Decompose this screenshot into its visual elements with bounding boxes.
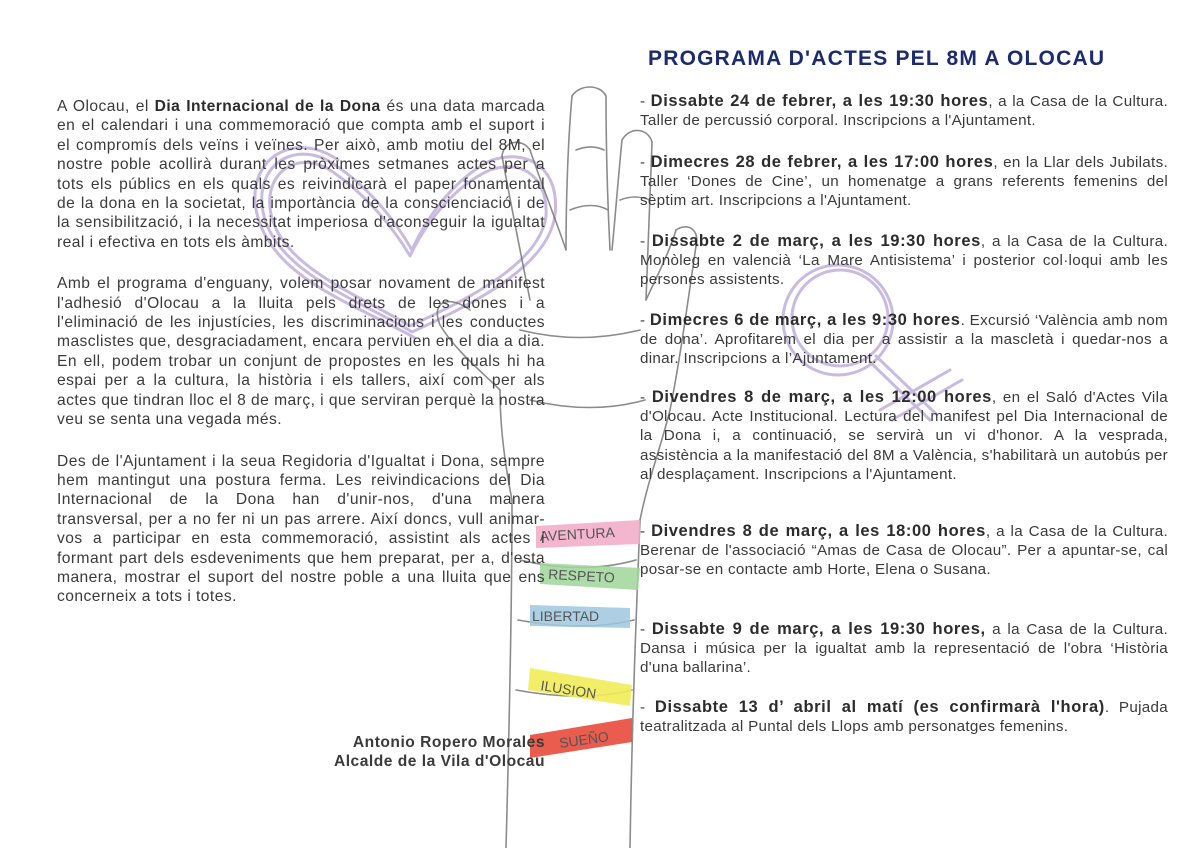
page-title: PROGRAMA D'ACTES PEL 8M A OLOCAU bbox=[648, 47, 1106, 70]
bracelet-word: AVENTURA bbox=[539, 524, 616, 544]
event-item: - Dissabte 9 de març, a les 19:30 hores, a la Casa de la Cultura. Dansa i música per la igualtat amb la representació de l'obra ‘Història d'una ballarina’. bbox=[640, 620, 1168, 677]
intro-text bbox=[57, 97, 545, 629]
signature bbox=[334, 733, 545, 772]
bracelet-word: SUEÑO bbox=[558, 728, 610, 751]
signature-role: Alcalde de la Vila d'Olocau bbox=[333, 753, 545, 771]
bracelet-word: LIBERTAD bbox=[532, 608, 600, 624]
event-description: . Excursió ‘València amb nom de dona’. Aprofitarem el dia per a assistir a la mascletà i quedar-nos a dinar. Inscripcions a l’Ajuntament. bbox=[640, 312, 1168, 368]
event-description: , en la Llar dels Jubilats. Taller ‘Dones de Cine’, un homenatge a grans referents femenins del sèptim art. Inscripcions a l'Ajuntament. bbox=[640, 154, 1168, 210]
event-item: - Dimecres 28 de febrer, a les 17:00 hores, en la Llar dels Jubilats. Taller ‘Dones de Cine’, un homenatge a grans referents femenins del sèptim art. Inscripcions a l'Ajuntament. bbox=[640, 153, 1168, 210]
event-item: - Dissabte 13 d’ abril al matí (es confirmarà l'hora). Pujada teatralitzada al Puntal dels Llops amb personatges femenins. bbox=[640, 698, 1168, 736]
event-date: Dimecres 28 de febrer, a les 17:00 hores bbox=[650, 153, 994, 171]
intro-p1-highlight: Dia Internacional de la Dona bbox=[154, 98, 381, 115]
event-description: , en el Saló d'Actes Vila d'Olocau. Acte Institucional. Lectura del manifest pel Dia Internacional de la Dona i, a continuació, se servirà un vi d'honor. A la vesprada, assistència a la manifestació del 8M a València, s'habilitarà un autobús per al desplaçament. Inscripcions a l'Ajuntament. bbox=[640, 389, 1168, 483]
event-item: - Divendres 8 de març, a les 12:00 hores, en el Saló d'Actes Vila d'Olocau. Acte Institucional. Lectura del manifest pel Dia Internacional de la Dona i, a continuació, se servirà un vi d'honor. A la vesprada, assistència a la manifestació del 8M a València, s'habilitarà un autobús per al desplaçament. Inscripcions a l'Ajuntament. bbox=[640, 388, 1168, 483]
event-item: - Divendres 8 de març, a les 18:00 hores, a la Casa de la Cultura. Berenar de l'associació “Amas de Casa de Olocau”. Per a apuntar-se, cal posar-se en contacte amb Horte, Elena o Susana. bbox=[640, 522, 1168, 579]
intro-paragraph-1 bbox=[57, 97, 545, 252]
event-item: - Dimecres 6 de març, a les 9:30 hores. Excursió ‘València amb nom de dona’. Aprofitarem el dia per a assistir a la mascletà i quedar-nos a dinar. Inscripcions a l’Ajuntament. bbox=[640, 311, 1168, 368]
event-description: , a la Casa de la Cultura. Taller de percussió corporal. Inscripcions a l'Ajuntament. bbox=[640, 93, 1169, 130]
event-description: a la Casa de la Cultura. Dansa i música per la igualtat amb la representació de l'obra ‘Història d'una ballarina’. bbox=[640, 621, 1168, 677]
event-date: Dissabte 2 de març, a les 19:30 hores bbox=[651, 232, 981, 250]
event-date: Divendres 8 de març, a les 18:00 hores bbox=[651, 522, 986, 540]
intro-p1-rest: és una data marcada en el calendari i una commemoració que compta amb el suport i el compromís dels veïns i veïnes. Per això, amb motiu del 8M, el nostre poble acollirà durant les pròximes setmanes actes per a tots els públics en els quals es reivindicarà el paper fonamental de la dona en la societat, la importància de la conscienciació i de la sensibilització, i la necessitat imperiosa d'aconseguir la igualtat real i efectiva en tots els àmbits. bbox=[57, 98, 546, 251]
event-description: . Pujada teatralitzada al Puntal dels Llops amb personatges femenins. bbox=[640, 699, 1168, 736]
event-date: Dissabte 9 de març, a les 19:30 hores, bbox=[651, 620, 986, 638]
event-description: , a la Casa de la Cultura. Monòleg en valencià ‘La Mare Antisistema’ i posterior col·loqui amb les persones assistents. bbox=[640, 233, 1168, 289]
intro-p1-start: A Olocau, el bbox=[57, 98, 155, 115]
event-date: Dimecres 6 de març, a les 9:30 hores bbox=[649, 311, 961, 329]
event-date: Dissabte 24 de febrer, a les 19:30 hores bbox=[650, 92, 989, 110]
bracelet-word: ILUSION bbox=[539, 677, 598, 702]
event-item: - Dissabte 24 de febrer, a les 19:30 hores, a la Casa de la Cultura. Taller de percussió corporal. Inscripcions a l'Ajuntament. bbox=[640, 92, 1169, 130]
event-item: - Dissabte 2 de març, a les 19:30 hores, a la Casa de la Cultura. Monòleg en valencià ‘La Mare Antisistema’ i posterior col·loqui amb les persones assistents. bbox=[640, 232, 1168, 289]
signature-name: Antonio Ropero Morales bbox=[352, 734, 545, 751]
intro-paragraph-3: Des de l'Ajuntament i la seua Regidoria d'Igualtat i Dona, sempre hem mantingut una postura ferma. Les reivindicacions del Dia Internacional de la Dona han d'unir-nos, d'una manera transversal, per a no fer ni un pas arrere. Així doncs, vull animar-vos a participar en esta commemoració, assistint als actes i formant part dels esdeveniments que hem preparat, per a, d'esta manera, mostrar el suport del nostre poble a una lluita que ens concerneix a tots i totes. bbox=[57, 452, 545, 606]
event-description: , a la Casa de la Cultura. Berenar de l'associació “Amas de Casa de Olocau”. Per a apuntar-se, cal posar-se en contacte amb Horte, Elena o Susana. bbox=[640, 523, 1168, 579]
event-date: Divendres 8 de març, a les 12:00 hores bbox=[651, 388, 992, 406]
intro-paragraph-2: Amb el programa d'enguany, volem posar novament de manifest l'adhesió d'Olocau a la lluita pels drets de les dones i a l'eliminació de les injustícies, les discriminacions i les conductes masclistes que, desgraciadament, encara perviuen en el dia a dia. En ell, podem trobar un conjunt de propostes en les quals hi ha espai per a la cultura, la història i els tallers, així com per als actes que tindran lloc el 8 de març, i que serviran perquè la nostra veu se senta una vegada més. bbox=[57, 275, 545, 429]
bracelet-word: RESPETO bbox=[547, 566, 616, 586]
event-date: Dissabte 13 d’ abril al matí (es confirmarà l'hora) bbox=[654, 698, 1105, 716]
